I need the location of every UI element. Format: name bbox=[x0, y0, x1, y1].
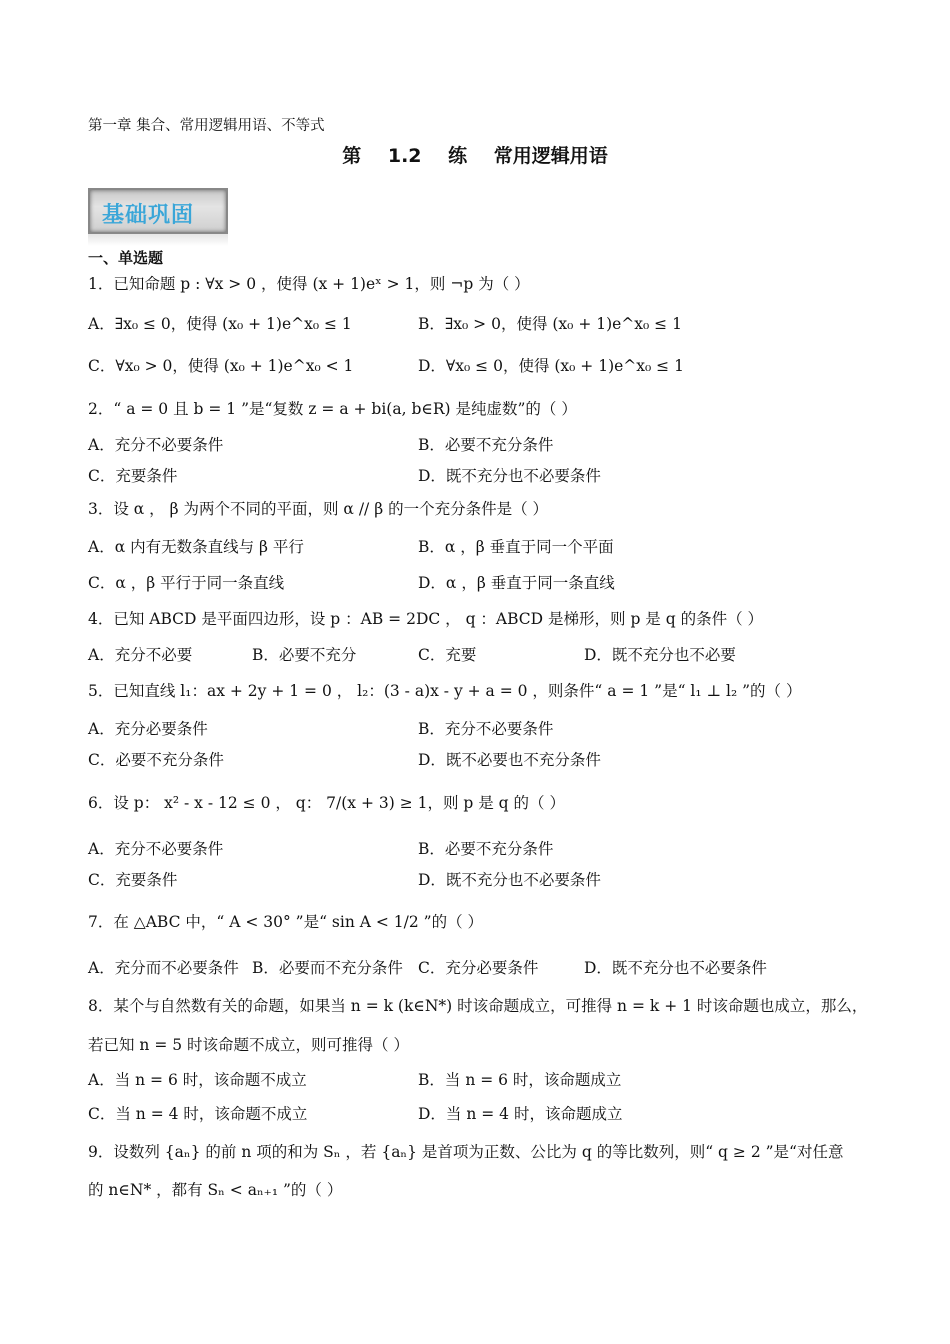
answer-option: C．充要条件 bbox=[88, 871, 178, 889]
answer-option: D．既不充分也不必要条件 bbox=[584, 959, 767, 977]
question-stem: 1．已知命题 p : ∀x > 0 ，使得 (x + 1)eˣ > 1，则 ¬p 为（ ） bbox=[88, 275, 530, 293]
answer-option: A．充分不必要条件 bbox=[88, 436, 224, 454]
question-stem: 2．“ a = 0 且 b = 1 ”是“复数 z = a + bi(a, b∈R) 是纯虚数”的（ ） bbox=[88, 400, 577, 418]
answer-option: D．α ，β 垂直于同一条直线 bbox=[418, 574, 615, 592]
answer-option: D．既不充分也不必要条件 bbox=[418, 871, 601, 889]
answer-option: B．必要不充分条件 bbox=[418, 436, 554, 454]
answer-option: A．α 内有无数条直线与 β 平行 bbox=[88, 538, 304, 556]
question-stem: 若已知 n = 5 时该命题不成立，则可推得（ ） bbox=[88, 1036, 409, 1054]
answer-option: C．充要 bbox=[418, 646, 477, 664]
question-stem: 3．设 α ， β 为两个不同的平面，则 α // β 的一个充分条件是（ ） bbox=[88, 500, 549, 518]
question-stem: 8．某个与自然数有关的命题，如果当 n = k (k∈N*) 时该命题成立，可推得 n = k + 1 时该命题也成立，那么， bbox=[88, 997, 868, 1015]
answer-option: D．既不充分也不必要 bbox=[584, 646, 736, 664]
badge-label: 基础巩固 bbox=[102, 202, 195, 228]
answer-option: D．既不必要也不充分条件 bbox=[418, 751, 601, 769]
answer-option: B．∃x₀ > 0，使得 (x₀ + 1)e^x₀ ≤ 1 bbox=[418, 315, 682, 333]
page-title: 第 1.2 练 常用逻辑用语 bbox=[342, 145, 608, 167]
answer-option: B．必要不充分 bbox=[252, 646, 357, 664]
question-stem: 6．设 p： x² - x - 12 ≤ 0 ， q： 7/(x + 3) ≥ 1，则 p 是 q 的（ ） bbox=[88, 794, 565, 812]
section-badge bbox=[88, 188, 228, 234]
answer-option: A．充分不必要条件 bbox=[88, 840, 224, 858]
answer-option: B．充分不必要条件 bbox=[418, 720, 554, 738]
answer-option: C．充分必要条件 bbox=[418, 959, 539, 977]
answer-option: C．必要不充分条件 bbox=[88, 751, 224, 769]
answer-option: C．∀x₀ > 0，使得 (x₀ + 1)e^x₀ < 1 bbox=[88, 357, 354, 375]
answer-option: D．当 n = 4 时，该命题成立 bbox=[418, 1105, 623, 1123]
answer-option: C．当 n = 4 时，该命题不成立 bbox=[88, 1105, 308, 1123]
answer-option: B．当 n = 6 时，该命题成立 bbox=[418, 1071, 622, 1089]
badge-reflection bbox=[88, 234, 228, 246]
answer-option: A．充分不必要 bbox=[88, 646, 193, 664]
question-stem: 7．在 △ABC 中，“ A < 30° ”是“ sin A < 1/2 ”的（ ） bbox=[88, 913, 484, 931]
answer-option: A．∃x₀ ≤ 0，使得 (x₀ + 1)e^x₀ ≤ 1 bbox=[88, 315, 352, 333]
answer-option: C．α ，β 平行于同一条直线 bbox=[88, 574, 285, 592]
question-stem: 9．设数列 {aₙ} 的前 n 项的和为 Sₙ ，若 {aₙ} 是首项为正数、公比为 q 的等比数列，则“ q ≥ 2 ”是“对任意 bbox=[88, 1143, 844, 1161]
answer-option: B．必要不充分条件 bbox=[418, 840, 554, 858]
section-heading: 一、单选题 bbox=[88, 249, 164, 267]
answer-option: A．充分必要条件 bbox=[88, 720, 208, 738]
answer-option: D．∀x₀ ≤ 0，使得 (x₀ + 1)e^x₀ ≤ 1 bbox=[418, 357, 684, 375]
answer-option: D．既不充分也不必要条件 bbox=[418, 467, 601, 485]
question-stem: 的 n∈N* ，都有 Sₙ < aₙ₊₁ ”的（ ） bbox=[88, 1181, 343, 1199]
question-stem: 4．已知 ABCD 是平面四边形，设 p ：AB = 2DC ， q ：ABCD 是梯形，则 p 是 q 的条件（ ） bbox=[88, 610, 763, 628]
chapter-header: 第一章 集合、常用逻辑用语、不等式 bbox=[88, 118, 325, 134]
question-stem: 5．已知直线 l₁：ax + 2y + 1 = 0 ， l₂：(3 - a)x - y + a = 0 ，则条件“ a = 1 ”是“ l₁ ⊥ l₂ ”的（ ） bbox=[88, 682, 802, 700]
answer-option: A．充分而不必要条件 bbox=[88, 959, 239, 977]
answer-option: C．充要条件 bbox=[88, 467, 178, 485]
answer-option: B．必要而不充分条件 bbox=[252, 959, 403, 977]
answer-option: B．α ，β 垂直于同一个平面 bbox=[418, 538, 614, 556]
answer-option: A．当 n = 6 时，该命题不成立 bbox=[88, 1071, 307, 1089]
